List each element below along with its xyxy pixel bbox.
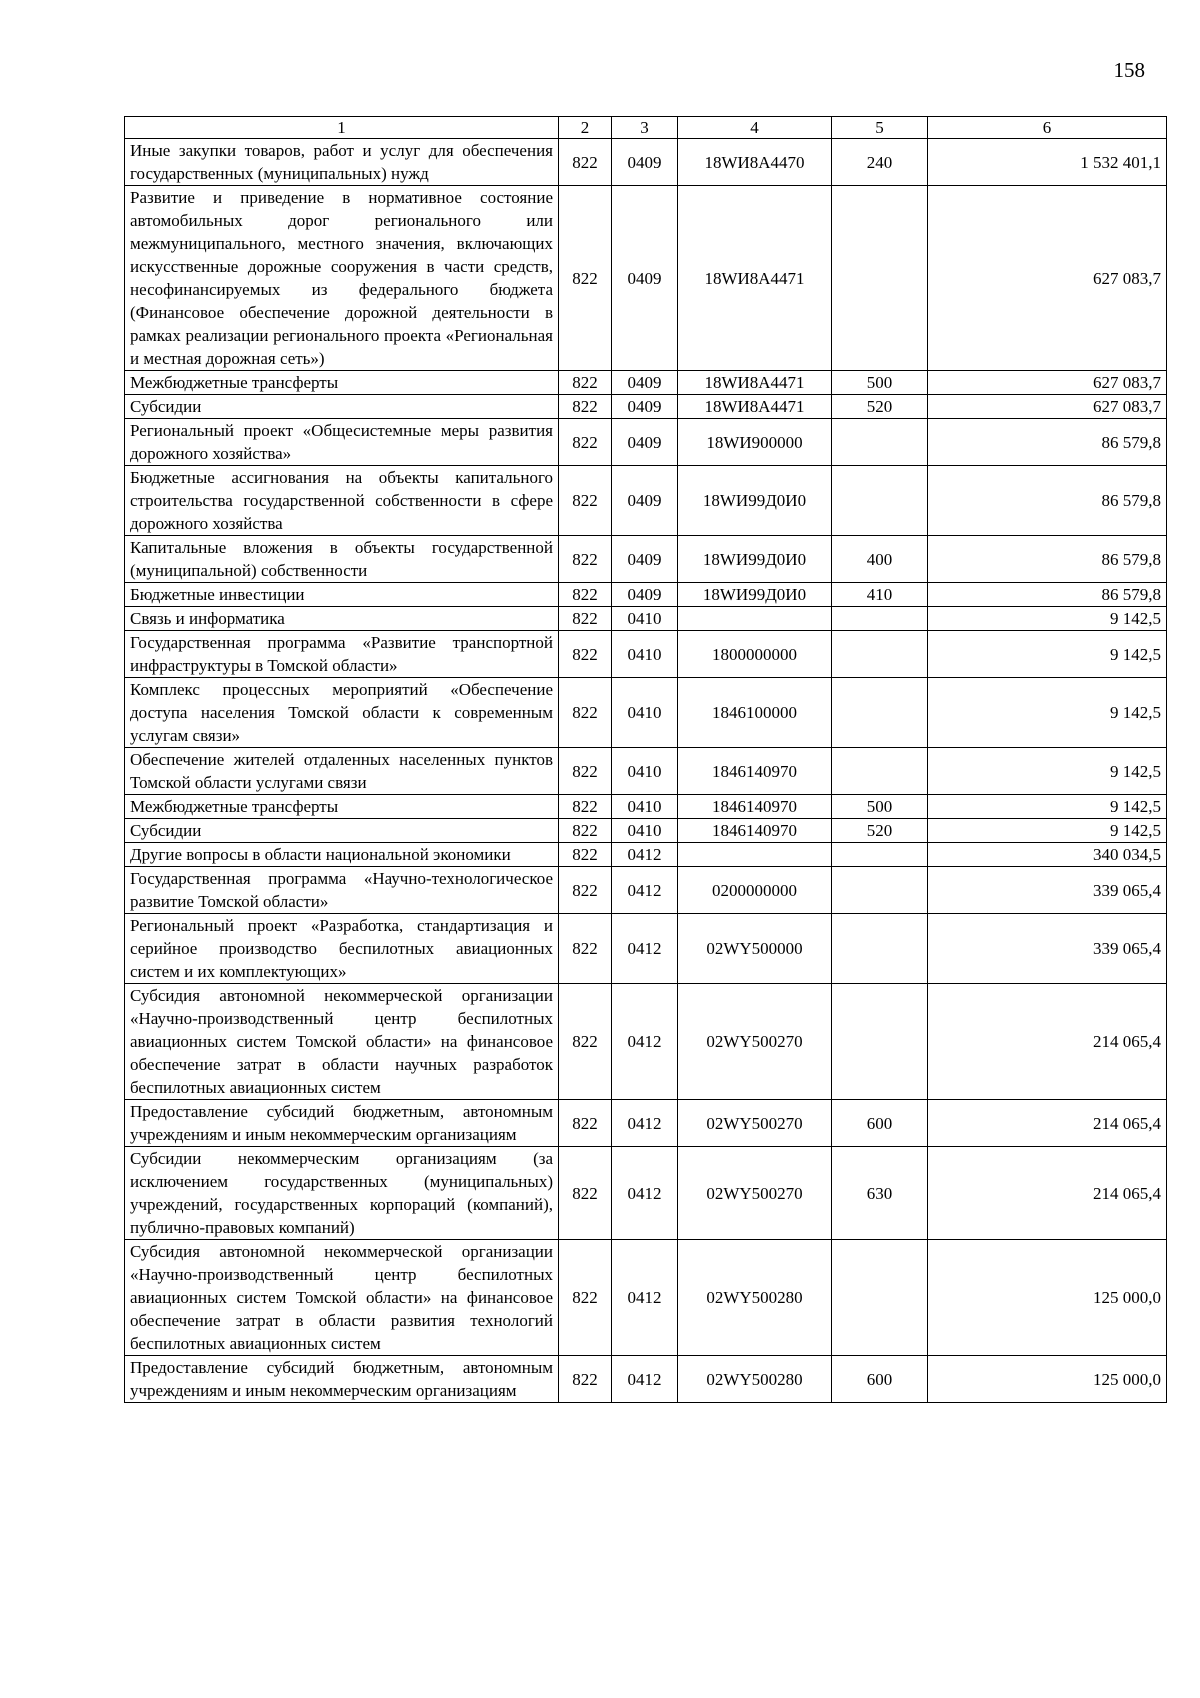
expense-type-cell: [832, 1240, 928, 1356]
section-code-cell: 0412: [612, 984, 678, 1100]
expense-name-cell: Бюджетные ассигнования на объекты капитального строительства государственной собственности в сфере дорожного хозяйства: [125, 466, 559, 536]
expense-type-cell: 410: [832, 583, 928, 607]
amount-cell: 214 065,4: [928, 1147, 1167, 1240]
expense-type-cell: [832, 984, 928, 1100]
expense-name-cell: Обеспечение жителей отдаленных населенных пунктов Томской области услугами связи: [125, 748, 559, 795]
section-code-cell: 0409: [612, 139, 678, 186]
section-code-cell: 0410: [612, 631, 678, 678]
table-row: [125, 607, 1167, 631]
expense-type-cell: 240: [832, 139, 928, 186]
table-row: [125, 1147, 1167, 1240]
expense-type-cell: [832, 466, 928, 536]
grbs-code-cell: 822: [559, 186, 612, 371]
expense-name-cell: Капитальные вложения в объекты государственной (муниципальной) собственности: [125, 536, 559, 583]
table-row: [125, 795, 1167, 819]
grbs-code-cell: 822: [559, 795, 612, 819]
expense-type-cell: [832, 678, 928, 748]
target-article-cell: 1800000000: [678, 631, 832, 678]
expense-name-cell: Государственная программа «Развитие транспортной инфраструктуры в Томской области»: [125, 631, 559, 678]
amount-cell: 86 579,8: [928, 536, 1167, 583]
amount-cell: 9 142,5: [928, 748, 1167, 795]
grbs-code-cell: 822: [559, 748, 612, 795]
table-row: [125, 984, 1167, 1100]
grbs-code-cell: 822: [559, 371, 612, 395]
table-row: [125, 186, 1167, 371]
grbs-code-cell: 822: [559, 1240, 612, 1356]
amount-cell: 340 034,5: [928, 843, 1167, 867]
expense-type-cell: [832, 419, 928, 466]
target-article-cell: 0200000000: [678, 867, 832, 914]
amount-cell: 627 083,7: [928, 395, 1167, 419]
grbs-code-cell: 822: [559, 678, 612, 748]
target-article-cell: 02WY500280: [678, 1240, 832, 1356]
expense-type-cell: 520: [832, 819, 928, 843]
expense-name-cell: Субсидия автономной некоммерческой организации «Научно-производственный центр беспилотных авиационных систем Томской области» на финансовое обеспечение затрат в области развития технологий беспилотных авиационных систем: [125, 1240, 559, 1356]
grbs-code-cell: 822: [559, 1147, 612, 1240]
table-row: [125, 1356, 1167, 1403]
expense-type-cell: [832, 748, 928, 795]
grbs-code-cell: 822: [559, 419, 612, 466]
expense-name-cell: Бюджетные инвестиции: [125, 583, 559, 607]
expense-type-cell: 500: [832, 795, 928, 819]
section-code-cell: 0409: [612, 536, 678, 583]
amount-cell: 1 532 401,1: [928, 139, 1167, 186]
expense-name-cell: Иные закупки товаров, работ и услуг для обеспечения государственных (муниципальных) нужд: [125, 139, 559, 186]
target-article-cell: 02WY500000: [678, 914, 832, 984]
grbs-code-cell: 822: [559, 466, 612, 536]
target-article-cell: [678, 607, 832, 631]
grbs-code-cell: 822: [559, 843, 612, 867]
target-article-cell: 18WИ8А4471: [678, 186, 832, 371]
expense-type-cell: 520: [832, 395, 928, 419]
grbs-code-cell: 822: [559, 395, 612, 419]
table-row: [125, 748, 1167, 795]
target-article-cell: 18WИ99Д0И0: [678, 536, 832, 583]
expense-type-cell: 400: [832, 536, 928, 583]
table-row: [125, 843, 1167, 867]
expense-name-cell: Субсидии: [125, 819, 559, 843]
grbs-code-cell: 822: [559, 583, 612, 607]
table-row: [125, 536, 1167, 583]
grbs-code-cell: 822: [559, 819, 612, 843]
table-row: [125, 419, 1167, 466]
section-code-cell: 0410: [612, 795, 678, 819]
expense-type-cell: 600: [832, 1100, 928, 1147]
grbs-code-cell: 822: [559, 607, 612, 631]
expense-name-cell: Региональный проект «Общесистемные меры развития дорожного хозяйства»: [125, 419, 559, 466]
table-row: [125, 631, 1167, 678]
target-article-cell: 18WИ900000: [678, 419, 832, 466]
target-article-cell: 1846140970: [678, 748, 832, 795]
amount-cell: 627 083,7: [928, 186, 1167, 371]
section-code-cell: 0412: [612, 1100, 678, 1147]
header-col-5: 5: [832, 117, 928, 139]
amount-cell: 9 142,5: [928, 607, 1167, 631]
grbs-code-cell: 822: [559, 984, 612, 1100]
header-col-2: 2: [559, 117, 612, 139]
amount-cell: 9 142,5: [928, 819, 1167, 843]
amount-cell: 86 579,8: [928, 419, 1167, 466]
section-code-cell: 0412: [612, 867, 678, 914]
amount-cell: 339 065,4: [928, 914, 1167, 984]
target-article-cell: 02WY500270: [678, 984, 832, 1100]
section-code-cell: 0412: [612, 1356, 678, 1403]
target-article-cell: 02WY500280: [678, 1356, 832, 1403]
header-col-3: 3: [612, 117, 678, 139]
expense-name-cell: Субсидии: [125, 395, 559, 419]
table-row: [125, 914, 1167, 984]
amount-cell: 9 142,5: [928, 678, 1167, 748]
expense-type-cell: [832, 186, 928, 371]
grbs-code-cell: 822: [559, 1356, 612, 1403]
expense-name-cell: Межбюджетные трансферты: [125, 371, 559, 395]
target-article-cell: 1846140970: [678, 795, 832, 819]
grbs-code-cell: 822: [559, 914, 612, 984]
section-code-cell: 0412: [612, 1147, 678, 1240]
table-row: [125, 583, 1167, 607]
header-row: [125, 117, 1167, 139]
target-article-cell: 1846140970: [678, 819, 832, 843]
section-code-cell: 0409: [612, 583, 678, 607]
table-row: [125, 1100, 1167, 1147]
expense-type-cell: 600: [832, 1356, 928, 1403]
header-col-6: 6: [928, 117, 1167, 139]
section-code-cell: 0409: [612, 186, 678, 371]
target-article-cell: 02WY500270: [678, 1100, 832, 1147]
amount-cell: 214 065,4: [928, 984, 1167, 1100]
table-row: [125, 1240, 1167, 1356]
table-row: [125, 395, 1167, 419]
expense-type-cell: 500: [832, 371, 928, 395]
target-article-cell: 18WИ8А4471: [678, 371, 832, 395]
expense-name-cell: Межбюджетные трансферты: [125, 795, 559, 819]
section-code-cell: 0409: [612, 371, 678, 395]
budget-table: [124, 116, 1167, 1403]
expense-name-cell: Связь и информатика: [125, 607, 559, 631]
amount-cell: 86 579,8: [928, 583, 1167, 607]
table-row: [125, 867, 1167, 914]
section-code-cell: 0410: [612, 678, 678, 748]
amount-cell: 339 065,4: [928, 867, 1167, 914]
expense-name-cell: Предоставление субсидий бюджетным, автономным учреждениям и иным некоммерческим организациям: [125, 1100, 559, 1147]
expense-name-cell: Региональный проект «Разработка, стандартизация и серийное производство беспилотных авиационных систем и их комплектующих»: [125, 914, 559, 984]
section-code-cell: 0410: [612, 748, 678, 795]
amount-cell: 86 579,8: [928, 466, 1167, 536]
expense-name-cell: Субсидии некоммерческим организациям (за исключением государственных (муниципальных) учреждений, государственных корпораций (компаний), публично-правовых компаний): [125, 1147, 559, 1240]
amount-cell: 627 083,7: [928, 371, 1167, 395]
target-article-cell: 18WИ8А4471: [678, 395, 832, 419]
amount-cell: 125 000,0: [928, 1240, 1167, 1356]
expense-type-cell: [832, 867, 928, 914]
target-article-cell: [678, 843, 832, 867]
grbs-code-cell: 822: [559, 139, 612, 186]
table-row: [125, 678, 1167, 748]
expense-name-cell: Субсидия автономной некоммерческой организации «Научно-производственный центр беспилотных авиационных систем Томской области» на финансовое обеспечение затрат в области научных разработок беспилотных авиационных систем: [125, 984, 559, 1100]
section-code-cell: 0410: [612, 607, 678, 631]
expense-name-cell: Другие вопросы в области национальной экономики: [125, 843, 559, 867]
target-article-cell: 1846100000: [678, 678, 832, 748]
section-code-cell: 0412: [612, 914, 678, 984]
expense-type-cell: [832, 607, 928, 631]
grbs-code-cell: 822: [559, 1100, 612, 1147]
table-row: [125, 371, 1167, 395]
expense-type-cell: [832, 914, 928, 984]
expense-name-cell: Государственная программа «Научно-технологическое развитие Томской области»: [125, 867, 559, 914]
section-code-cell: 0409: [612, 466, 678, 536]
amount-cell: 9 142,5: [928, 631, 1167, 678]
target-article-cell: 18WИ99Д0И0: [678, 466, 832, 536]
expense-name-cell: Развитие и приведение в нормативное состояние автомобильных дорог регионального или межмуниципального, местного значения, включающих искусственные дорожные сооружения в части средств, несофинансируемых из федерального бюджета (Финансовое обеспечение дорожной деятельности в рамках реализации регионального проекта «Региональная и местная дорожная сеть»): [125, 186, 559, 371]
expense-name-cell: Комплекс процессных мероприятий «Обеспечение доступа населения Томской области к современным услугам связи»: [125, 678, 559, 748]
table-row: [125, 139, 1167, 186]
section-code-cell: 0410: [612, 819, 678, 843]
section-code-cell: 0409: [612, 395, 678, 419]
amount-cell: 214 065,4: [928, 1100, 1167, 1147]
page-number: 158: [1113, 58, 1145, 82]
grbs-code-cell: 822: [559, 631, 612, 678]
section-code-cell: 0412: [612, 843, 678, 867]
target-article-cell: 18WИ8А4470: [678, 139, 832, 186]
grbs-code-cell: 822: [559, 536, 612, 583]
expense-name-cell: Предоставление субсидий бюджетным, автономным учреждениям и иным некоммерческим организациям: [125, 1356, 559, 1403]
header-col-4: 4: [678, 117, 832, 139]
amount-cell: 9 142,5: [928, 795, 1167, 819]
header-col-1: 1: [125, 117, 559, 139]
target-article-cell: 18WИ99Д0И0: [678, 583, 832, 607]
section-code-cell: 0412: [612, 1240, 678, 1356]
section-code-cell: 0409: [612, 419, 678, 466]
expense-type-cell: [832, 843, 928, 867]
table-row: [125, 819, 1167, 843]
expense-type-cell: 630: [832, 1147, 928, 1240]
expense-type-cell: [832, 631, 928, 678]
table-row: [125, 466, 1167, 536]
amount-cell: 125 000,0: [928, 1356, 1167, 1403]
grbs-code-cell: 822: [559, 867, 612, 914]
target-article-cell: 02WY500270: [678, 1147, 832, 1240]
